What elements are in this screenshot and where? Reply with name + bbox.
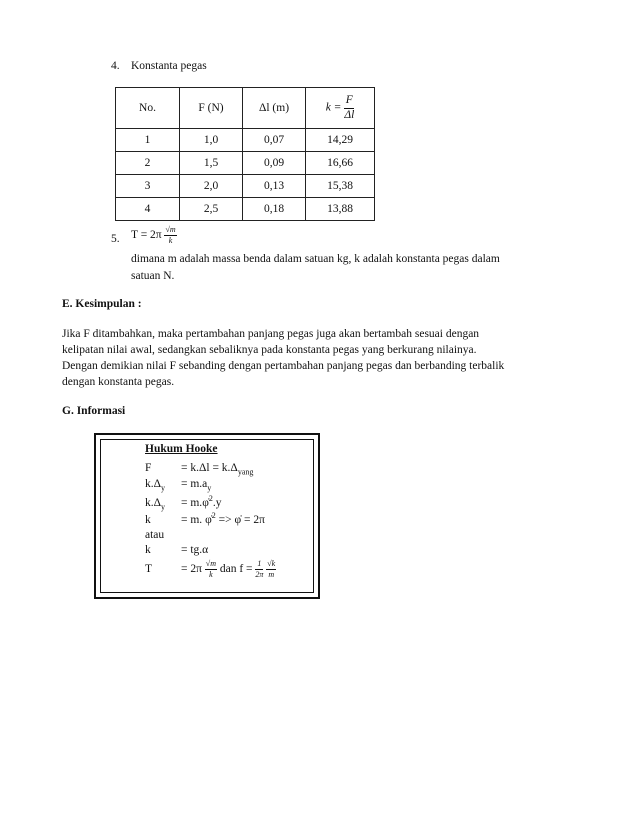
row-value: = tg.α xyxy=(181,544,209,556)
header-force: F (N) xyxy=(180,88,243,129)
implies-arrow: => xyxy=(218,513,232,526)
frac-num: √m xyxy=(205,559,216,568)
row-value: = m. xyxy=(181,496,203,509)
row-key-sub: y xyxy=(161,483,166,493)
row-value-sub: y xyxy=(207,483,212,493)
box-row-6 xyxy=(145,544,208,556)
period-den: k xyxy=(168,236,173,245)
row-key: k.Δ xyxy=(145,478,162,490)
spring-constant-table xyxy=(115,87,375,221)
table-row xyxy=(116,198,375,221)
row-key: k xyxy=(145,544,151,556)
cell: 3 xyxy=(116,175,180,198)
header-formula xyxy=(306,88,375,129)
row-value-tail: .y xyxy=(212,496,222,509)
box-row-5: atau xyxy=(145,529,165,541)
box-row-7 xyxy=(145,560,276,579)
table-header-row xyxy=(116,88,375,129)
row-value: = m.a xyxy=(181,478,208,490)
row-key-sub: y xyxy=(161,502,166,512)
row-key: k.Δ xyxy=(145,496,162,509)
paragraph-line: dengan konstanta pegas. xyxy=(62,376,175,388)
table-row xyxy=(116,152,375,175)
header-no: No. xyxy=(116,88,180,129)
cell: 14,29 xyxy=(306,129,375,152)
cell: 15,38 xyxy=(306,175,375,198)
box-row-1 xyxy=(145,462,253,476)
box-row-4 xyxy=(145,511,265,526)
row-value: = k.Δl = k.Δ xyxy=(181,462,238,474)
row-key: T xyxy=(145,563,153,576)
cell: 1,5 xyxy=(180,152,243,175)
item-5-line-2: satuan N. xyxy=(131,270,175,282)
phi-dot: φ̇ xyxy=(202,496,209,509)
cell: 4 xyxy=(116,198,180,221)
cell: 0,13 xyxy=(243,175,306,198)
box-title: Hukum Hooke xyxy=(145,443,218,455)
paragraph-line: Dengan demikian nilai F sebanding dengan pertambahan panjang pegas dan berbanding terbalik xyxy=(62,360,505,372)
row-sub: yang xyxy=(237,467,254,477)
cell: 0,07 xyxy=(243,129,306,152)
frac-den: k xyxy=(209,570,213,579)
box-row-2 xyxy=(145,478,211,492)
period-lhs: T = 2π xyxy=(131,229,162,242)
frac-num: 1 xyxy=(255,560,263,570)
row-value: = m. xyxy=(181,513,203,526)
row-value-tail: = 2π xyxy=(243,513,265,526)
section-e-heading: E. Kesimpulan : xyxy=(62,298,142,310)
cell: 1,0 xyxy=(180,129,243,152)
table-row xyxy=(116,129,375,152)
formula-lhs: k = xyxy=(325,101,342,114)
item-4-title: Konstanta pegas xyxy=(131,60,207,72)
phi-dot: φ̇ xyxy=(234,513,242,526)
cell: 16,66 xyxy=(306,152,375,175)
section-e-paragraph xyxy=(62,326,504,390)
formula-num: F xyxy=(344,95,354,109)
cell: 2,5 xyxy=(180,198,243,221)
frac-den: 2π xyxy=(255,570,264,579)
box-row-3 xyxy=(145,494,221,511)
formula-den: Δl xyxy=(344,108,355,121)
cell: 13,88 xyxy=(306,198,375,221)
row-key: k xyxy=(145,513,151,526)
frac-num: √k xyxy=(267,559,276,568)
paragraph-line: Jika F ditambahkan, maka pertambahan panjang pegas juga akan bertambah sesuai dengan xyxy=(62,328,480,340)
cell: 2,0 xyxy=(180,175,243,198)
table-row xyxy=(116,175,375,198)
row-value: = 2π xyxy=(181,563,202,576)
phi-dot: φ̇ xyxy=(205,513,212,526)
section-g-heading: G. Informasi xyxy=(62,405,126,417)
cell: 0,09 xyxy=(243,152,306,175)
row-value-mid: dan f = xyxy=(219,563,253,576)
frac-den: m xyxy=(268,570,275,579)
period-num: √m xyxy=(165,225,176,234)
item-5-line-1: dimana m adalah massa benda dalam satuan kg, k adalah konstanta pegas dalam xyxy=(131,253,500,265)
item-5-number: 5. xyxy=(111,233,120,245)
row-sup: 2 xyxy=(211,511,216,520)
item-4-number: 4. xyxy=(111,60,120,72)
row-sup: 2 xyxy=(208,494,213,503)
row-key: F xyxy=(145,462,152,474)
cell: 0,18 xyxy=(243,198,306,221)
paragraph-line: kelipatan nilai awal, sedangkan sebaliknya pada konstanta pegas yang berkurang nilainya. xyxy=(62,344,477,356)
cell: 1 xyxy=(116,129,180,152)
period-formula xyxy=(131,226,177,245)
header-delta-l: Δl (m) xyxy=(243,88,306,129)
cell: 2 xyxy=(116,152,180,175)
